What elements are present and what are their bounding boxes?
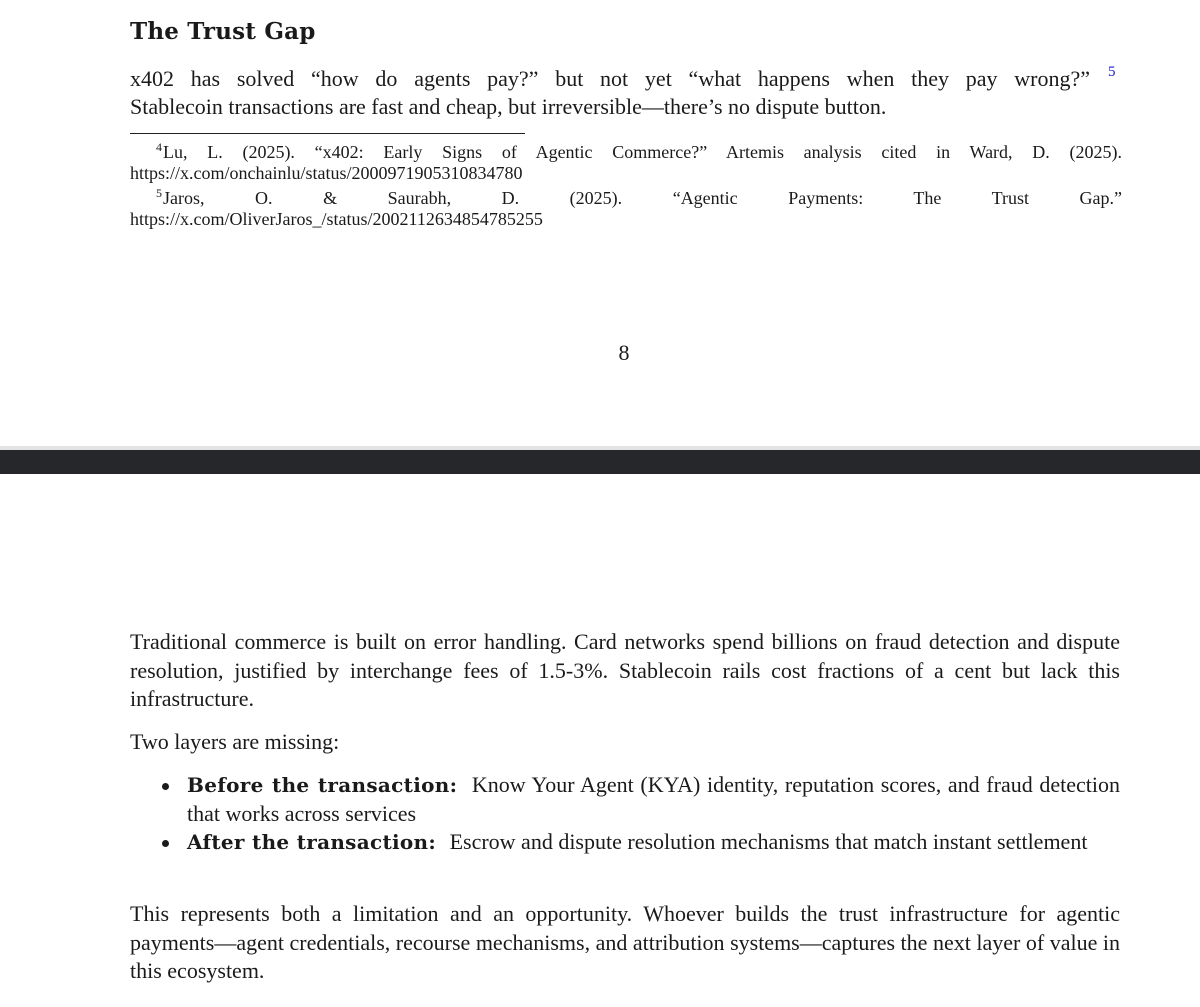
footnote-divider [130,133,525,134]
list-item-text: Escrow and dispute resolution mechanisms that match instant settlement [449,829,1088,854]
footnote-5-citation: Jaros, O. & Saurabh, D. (2025). “Agentic Payments: The Trust Gap.” [163,188,1122,208]
list-item-lead: After the transaction: [187,830,437,854]
missing-layers-list [130,771,1120,857]
list-item-before-transaction [130,771,1120,828]
footnote-5-url[interactable]: https://x.com/OliverJaros_/status/2002112634854785255 [130,209,543,229]
footnote-5-number: 5 [156,186,162,200]
paragraph-two-layers: Two layers are missing: [130,729,340,754]
bullet-icon [162,840,169,847]
intro-paragraph-line-1: x402 has solved “how do agents pay?” but not yet “what happens when they pay wrong?” [130,66,1090,91]
paragraph-limitation-opportunity: This represents both a limitation and an opportunity. Whoever builds the trust infrastructure for agentic payments—agent credentials, recourse mechanisms, and attribution systems—captures the next layer of value in this ecosystem. [130,901,1120,983]
document-page-bottom [0,474,1200,1007]
footnote-4 [130,140,1122,163]
intro-paragraph-line-2: Stablecoin transactions are fast and cheap, but irreversible—there’s no dispute button. [130,94,887,119]
footnote-4-citation: Lu, L. (2025). “x402: Early Signs of Agentic Commerce?” Artemis analysis cited in Ward, D. (2025). [163,142,1122,162]
footnote-4-number: 4 [156,140,162,154]
paragraph-traditional-commerce: Traditional commerce is built on error handling. Card networks spend billions on fraud detection and dispute resolution, justified by interchange fees of 1.5-3%. Stablecoin rails cost fractions of a cent but lack this infrastructure. [130,629,1120,711]
page-separator [0,446,1200,474]
footnote-5 [130,186,1122,209]
list-item-lead: Before the transaction: [187,773,458,797]
footnote-link-5[interactable]: 5 [1108,64,1116,80]
list-item-after-transaction [130,828,1120,857]
document-page-top [0,0,1200,446]
footnote-4-url[interactable]: https://x.com/onchainlu/status/2000971905310834780 [130,163,523,183]
section-title: The Trust Gap [130,18,316,45]
page-number: 8 [618,340,630,365]
bullet-icon [162,783,169,790]
list-item-text: Know Your Agent (KYA) identity, reputation scores, and fraud detection that works across services [187,772,1121,826]
